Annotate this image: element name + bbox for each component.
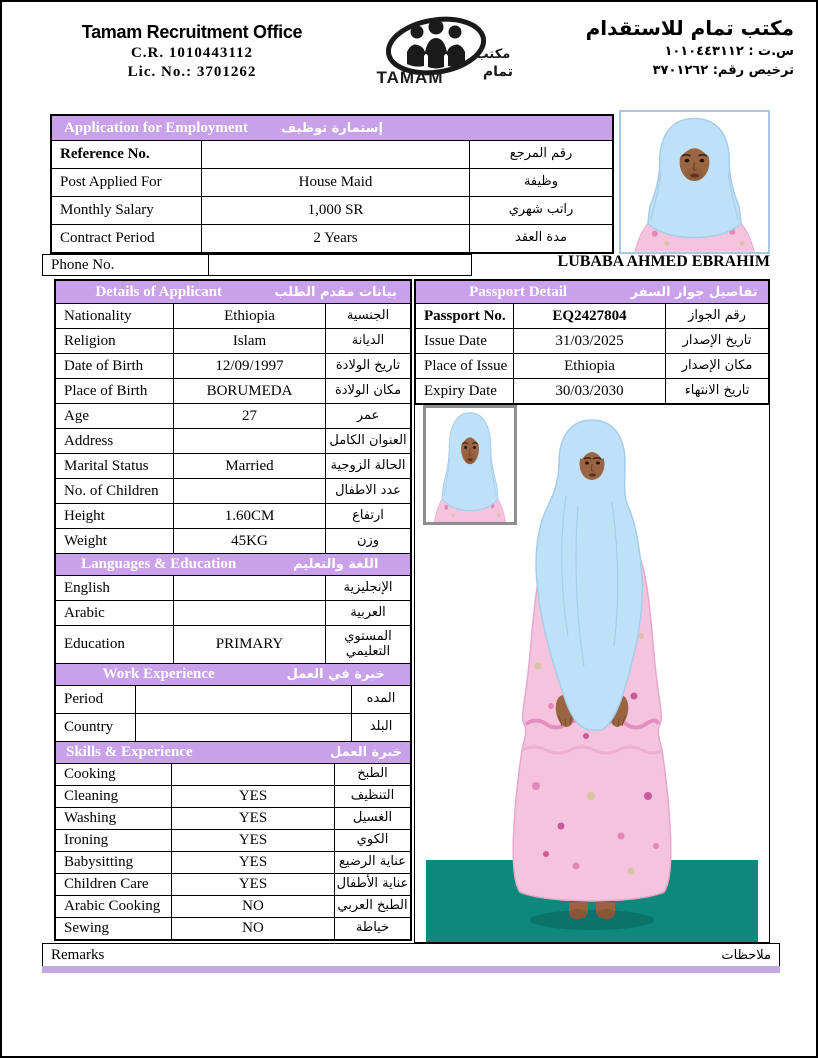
- row-value: BORUMEDA: [174, 379, 326, 403]
- skills-section-header: [56, 741, 410, 763]
- row-value: 31/03/2025: [514, 329, 666, 353]
- row-label-arabic: الغسيل: [352, 810, 393, 826]
- row-value: YES: [172, 874, 335, 895]
- commercial-registration-english: C.R. 1010443112: [130, 45, 254, 61]
- table-row: [56, 303, 410, 328]
- row-label-arabic: عمر: [356, 407, 380, 423]
- row-value: [174, 601, 326, 625]
- row-label-arabic: مكان الولادة: [334, 382, 402, 398]
- row-label-arabic: العربية: [350, 604, 386, 620]
- languages-title-ar: اللغة والتعليم: [293, 557, 379, 572]
- row-label: Place of Birth: [56, 379, 174, 403]
- row-label-arabic: الطبخ: [357, 766, 388, 782]
- work-title-ar: خبرة في العمل: [286, 667, 385, 682]
- table-row: [56, 503, 410, 528]
- row-label-arabic: العنوان الكامل: [329, 432, 407, 448]
- row-value: [136, 686, 352, 713]
- applicant-name: LUBABA AHMED EBRAHIM: [557, 253, 770, 270]
- tamam-logo: [362, 12, 522, 90]
- row-value: [174, 576, 326, 600]
- row-label-arabic: تاريخ الإصدار: [682, 332, 752, 348]
- row-label: Arabic Cooking: [56, 896, 172, 917]
- phone-value: [209, 255, 471, 275]
- office-name-arabic: مكتب تمام للاستقدام: [585, 16, 794, 40]
- passport-detail-table: [414, 279, 770, 405]
- row-value: 12/09/1997: [174, 354, 326, 378]
- row-label-arabic: تاريخ الولادة: [335, 357, 401, 373]
- letterhead-english-block: [70, 22, 314, 81]
- table-row: [52, 168, 612, 196]
- row-value: [172, 764, 335, 785]
- skills-title-en: Skills & Experience: [66, 744, 193, 760]
- table-row: [52, 224, 612, 252]
- table-row: [56, 851, 410, 873]
- row-value: NO: [172, 918, 335, 939]
- row-label-arabic: راتب شهري: [508, 202, 574, 218]
- bottom-purple-divider: [42, 966, 780, 973]
- work-experience-section-header: [56, 663, 410, 685]
- details-section-header: [56, 281, 410, 303]
- employment-section-header: [52, 116, 612, 140]
- table-row: [56, 829, 410, 851]
- employment-application-table: [50, 114, 614, 254]
- row-label-arabic: الديانة: [351, 332, 385, 348]
- table-row: [56, 785, 410, 807]
- row-label: Cooking: [56, 764, 172, 785]
- details-title-en: Details of Applicant: [95, 283, 222, 300]
- row-value: YES: [172, 808, 335, 829]
- row-label-arabic: عناية الأطفال: [336, 876, 409, 892]
- table-row: [56, 713, 410, 741]
- commercial-registration-arabic: س.ت : ١٠١٠٤٤٣١١٢: [664, 44, 794, 59]
- row-value: Islam: [174, 329, 326, 353]
- row-label-arabic: ارتفاع: [352, 507, 384, 523]
- employment-section-title-en: Application for Employment: [64, 119, 248, 136]
- table-row: [56, 478, 410, 503]
- table-row: [56, 763, 410, 785]
- table-row: [416, 328, 768, 353]
- row-value: House Maid: [202, 169, 470, 196]
- row-value: 27: [174, 404, 326, 428]
- row-label: Washing: [56, 808, 172, 829]
- row-label-arabic: البلد: [369, 719, 393, 735]
- table-row: [416, 353, 768, 378]
- row-label-arabic: الطبخ العربي: [337, 898, 408, 914]
- row-label: Reference No.: [52, 141, 202, 168]
- languages-section-header: [56, 553, 410, 575]
- row-label: Address: [56, 429, 174, 453]
- applicant-portrait-photo: [619, 110, 770, 254]
- row-label: Height: [56, 504, 174, 528]
- table-row: [56, 575, 410, 600]
- table-row: [56, 625, 410, 663]
- row-label: Arabic: [56, 601, 174, 625]
- row-label: Passport No.: [416, 304, 514, 328]
- table-row: [56, 378, 410, 403]
- row-value: [202, 141, 470, 168]
- row-value: [174, 429, 326, 453]
- table-row: [56, 895, 410, 917]
- row-value: 45KG: [174, 529, 326, 553]
- passport-title-en: Passport Detail: [469, 283, 568, 300]
- portrait-image: [426, 408, 514, 522]
- row-label-arabic: عدد الاطفال: [335, 482, 401, 498]
- row-label: Period: [56, 686, 136, 713]
- row-value: Ethiopia: [514, 354, 666, 378]
- row-value: EQ2427804: [514, 304, 666, 328]
- row-label: Ironing: [56, 830, 172, 851]
- row-value: Ethiopia: [174, 304, 326, 328]
- table-row: [56, 328, 410, 353]
- row-label: No. of Children: [56, 479, 174, 503]
- table-row: [416, 378, 768, 403]
- row-value: 30/03/2030: [514, 379, 666, 403]
- table-row: [416, 303, 768, 328]
- details-title-ar: بيانات مقدم الطلب: [274, 284, 397, 300]
- phone-number-row: [42, 254, 472, 276]
- table-row: [56, 685, 410, 713]
- row-label: Post Applied For: [52, 169, 202, 196]
- row-label: Contract Period: [52, 225, 202, 252]
- logo-latin-text: TAMAM: [376, 68, 444, 87]
- remarks-label-en: Remarks: [51, 946, 105, 963]
- row-value: [174, 479, 326, 503]
- row-value: [136, 714, 352, 741]
- row-value: 2 Years: [202, 225, 470, 252]
- row-label: Country: [56, 714, 136, 741]
- applicant-details-table: [54, 279, 412, 941]
- work-title-en: Work Experience: [102, 666, 215, 682]
- languages-title-en: Languages & Education: [81, 556, 237, 572]
- row-label: English: [56, 576, 174, 600]
- table-row: [56, 917, 410, 939]
- table-row: [56, 453, 410, 478]
- row-label: Expiry Date: [416, 379, 514, 403]
- table-row: [56, 528, 410, 553]
- table-row: [56, 403, 410, 428]
- row-label-arabic: رقم المرجع: [509, 146, 573, 162]
- row-label-arabic: عناية الرضيع: [339, 854, 406, 870]
- phone-label: Phone No.: [43, 255, 209, 275]
- row-label: Cleaning: [56, 786, 172, 807]
- table-row: [56, 353, 410, 378]
- passport-section-header: [416, 281, 768, 303]
- logo-arabic-word-maktab: مكتب: [475, 47, 511, 62]
- row-label-arabic: المده: [366, 691, 396, 707]
- row-value: YES: [172, 830, 335, 851]
- office-name-english: Tamam Recruitment Office: [81, 22, 303, 42]
- portrait-image: [621, 112, 768, 252]
- license-number-english: Lic. No.: 3701262: [127, 64, 257, 80]
- row-label-arabic: الحالة الزوجية: [330, 457, 406, 473]
- row-label: Sewing: [56, 918, 172, 939]
- remarks-row: [42, 943, 780, 966]
- row-label: Age: [56, 404, 174, 428]
- row-label: Religion: [56, 329, 174, 353]
- row-label-arabic: وزن: [356, 532, 380, 548]
- logo-arabic-word-tamam: تمام: [482, 64, 514, 80]
- row-value: 1,000 SR: [202, 197, 470, 224]
- row-label-arabic: مدة العقد: [515, 230, 567, 246]
- row-label-arabic: الإنجليزية: [343, 579, 393, 595]
- row-label: Place of Issue: [416, 354, 514, 378]
- passport-style-photo: [423, 405, 517, 525]
- row-label: Babysitting: [56, 852, 172, 873]
- skills-title-ar: خبرة العمل: [330, 745, 402, 760]
- row-label-arabic: وظيفة: [523, 174, 559, 190]
- row-label-arabic: التنظيف: [350, 788, 395, 804]
- row-label-arabic: تاريخ الانتهاء: [684, 382, 750, 398]
- license-number-arabic: ترخيص رقم: ٣٧٠١٢٦٢: [652, 63, 794, 78]
- row-label: Children Care: [56, 874, 172, 895]
- row-value: YES: [172, 786, 335, 807]
- row-label-arabic: الجنسية: [346, 307, 390, 323]
- table-row: [52, 140, 612, 168]
- table-row: [52, 196, 612, 224]
- table-row: [56, 873, 410, 895]
- row-value: NO: [172, 896, 335, 917]
- passport-title-ar: تفاصيل جواز السفر: [630, 284, 758, 300]
- row-label-arabic: المستوي التعليمي: [344, 628, 392, 659]
- row-value: 1.60CM: [174, 504, 326, 528]
- row-label-arabic: مكان الإصدار: [681, 357, 753, 373]
- row-label: Education: [56, 626, 174, 663]
- row-label-arabic: خياطة: [355, 920, 390, 936]
- remarks-label-ar: ملاحظات: [721, 947, 771, 963]
- row-label: Weight: [56, 529, 174, 553]
- letterhead-arabic-block: [544, 16, 794, 78]
- row-value: PRIMARY: [174, 626, 326, 663]
- row-label-arabic: رقم الجواز: [688, 307, 746, 323]
- table-row: [56, 428, 410, 453]
- row-label-arabic: الكوي: [356, 832, 389, 848]
- table-row: [56, 807, 410, 829]
- row-label: Date of Birth: [56, 354, 174, 378]
- employment-section-title-ar: إستمارة توظيف: [281, 120, 383, 136]
- row-label: Marital Status: [56, 454, 174, 478]
- table-row: [56, 600, 410, 625]
- row-label: Issue Date: [416, 329, 514, 353]
- row-label: Nationality: [56, 304, 174, 328]
- row-label: Monthly Salary: [52, 197, 202, 224]
- row-value: Married: [174, 454, 326, 478]
- full-body-photo-cell: [414, 405, 770, 943]
- row-value: YES: [172, 852, 335, 873]
